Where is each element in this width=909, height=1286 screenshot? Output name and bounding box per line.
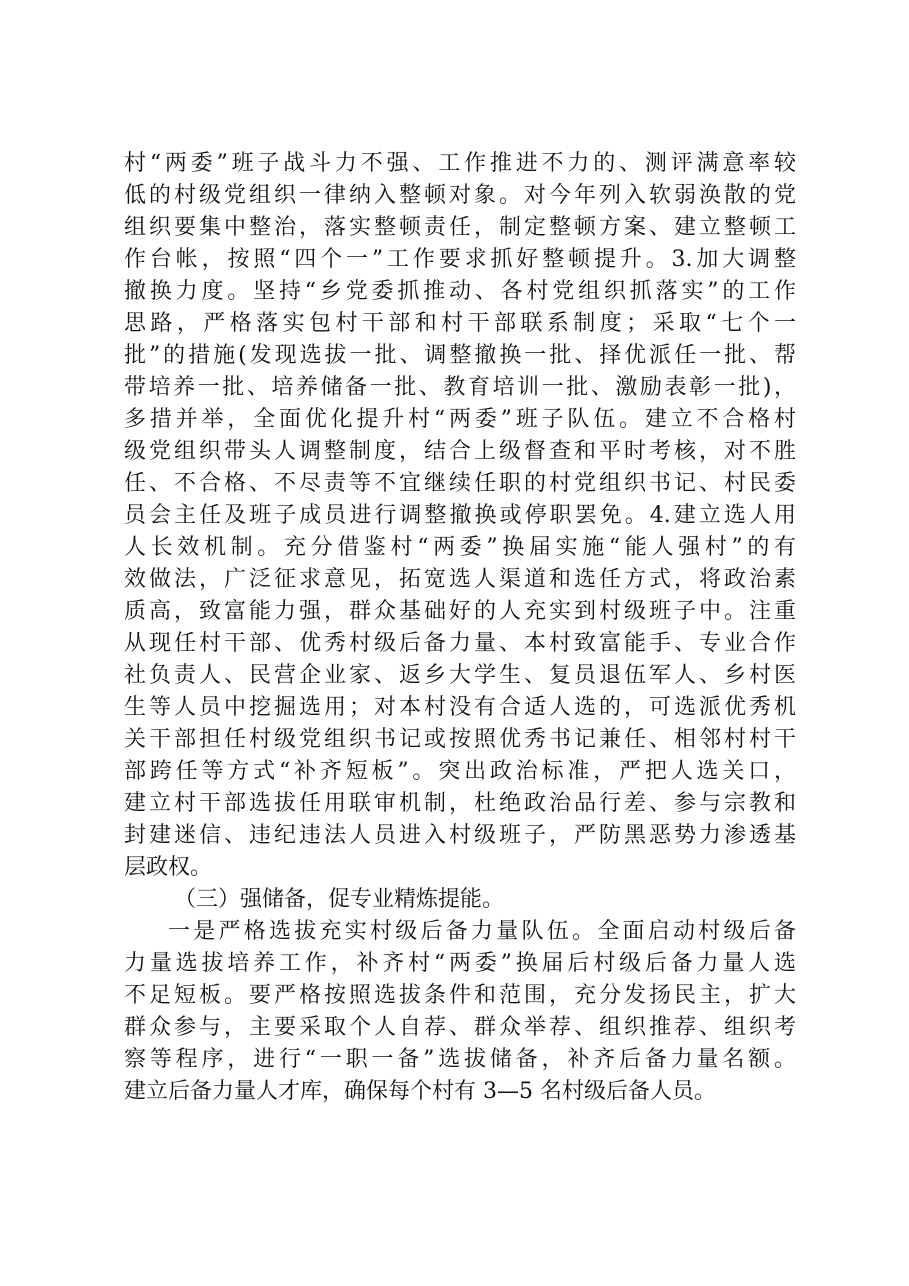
text-line: 关干部担任村级党组织书记或按照优秀书记兼任、相邻村村干: [124, 727, 796, 752]
text-line: 不足短板。要严格按照选拔条件和范围，充分发扬民主，扩大: [124, 983, 796, 1008]
text-line: 一是严格选拔充实村级后备力量队伍。全面启动村级后备: [168, 919, 796, 944]
text-line: 层政权。: [124, 855, 213, 880]
text-line: 生等人员中挖掘选用；对本村没有合适人选的，可选派优秀机: [124, 695, 796, 720]
text-line: 任、不合格、不尽责等不宜继续任职的村党组织书记、村民委: [124, 471, 796, 496]
text-line: 建立村干部选拔任用联审机制，杜绝政治品行差、参与宗教和: [124, 791, 796, 816]
text-line: 村“两委”班子战斗力不强、工作推进不力的、测评满意率较: [124, 151, 796, 176]
text-line: 多措并举，全面优化提升村“两委”班子队伍。建立不合格村: [124, 407, 796, 432]
text-line: 批”的措施(发现选拔一批、调整撤换一批、择优派任一批、帮: [124, 343, 796, 368]
paragraph-1: [124, 148, 796, 884]
section-subheading: （三）强储备，促专业精炼提能。: [174, 887, 505, 912]
paragraph-2: [124, 916, 796, 1108]
text-line: 撤换力度。坚持“乡党委抓推动、各村党组织抓落实”的工作: [124, 279, 796, 304]
text-line: 级党组织带头人调整制度，结合上级督查和平时考核，对不胜: [124, 439, 796, 464]
text-line: 质高，致富能力强，群众基础好的人充实到村级班子中。注重: [124, 599, 796, 624]
text-line: 效做法，广泛征求意见，拓宽选人渠道和选任方式，将政治素: [124, 567, 796, 592]
text-line: 群众参与，主要采取个人自荐、群众举荐、组织推荐、组织考: [124, 1015, 796, 1040]
text-line: 思路，严格落实包村干部和村干部联系制度；采取“七个一: [124, 311, 796, 336]
text-line: 社负责人、民营企业家、返乡大学生、复员退伍军人、乡村医: [124, 663, 796, 688]
text-line: 察等程序，进行“一职一备”选拔储备，补齐后备力量名额。: [124, 1047, 796, 1072]
text-line: 组织要集中整治，落实整顿责任，制定整顿方案、建立整顿工: [124, 215, 796, 240]
text-line: 人长效机制。充分借鉴村“两委”换届实施“能人强村”的有: [124, 535, 796, 560]
text-line: 带培养一批、培养储备一批、教育培训一批、激励表彰一批)，: [124, 375, 796, 400]
text-line: 建立后备力量人才库，确保每个村有 3—5 名村级后备人员。: [124, 1079, 716, 1104]
text-line: 作台帐，按照“四个一”工作要求抓好整顿提升。3.加大调整: [124, 247, 796, 272]
text-line: 低的村级党组织一律纳入整顿对象。对今年列入软弱涣散的党: [124, 183, 796, 208]
text-line: 员会主任及班子成员进行调整撤换或停职罢免。4.建立选人用: [124, 503, 796, 528]
text-line: 部跨任等方式“补齐短板”。突出政治标准，严把人选关口，: [124, 759, 796, 784]
text-line: 力量选拔培养工作，补齐村“两委”换届后村级后备力量人选: [124, 951, 796, 976]
text-line: 从现任村干部、优秀村级后备力量、本村致富能手、专业合作: [124, 631, 796, 656]
text-line: 封建迷信、违纪违法人员进入村级班子，严防黑恶势力渗透基: [124, 823, 796, 848]
document-page: [124, 148, 796, 1108]
